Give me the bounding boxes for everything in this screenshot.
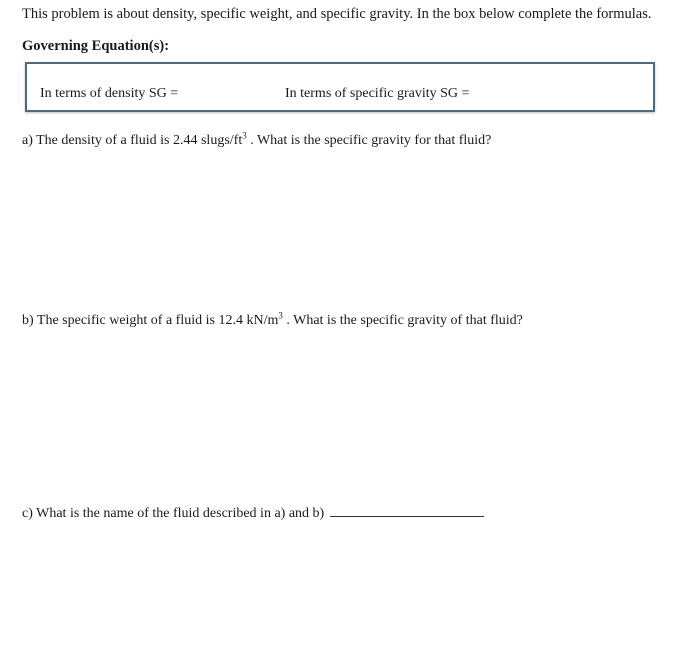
formula-box[interactable] (25, 62, 655, 112)
question-a (22, 130, 492, 149)
specific-gravity-formula-label: In terms of specific gravity SG = (285, 86, 470, 101)
question-b-text: b) The specific weight of a fluid is 12.4 kN/m (22, 313, 279, 328)
question-c (22, 506, 484, 522)
problem-intro: This problem is about density, specific weight, and specific gravity. In the box below complete the formulas. (22, 6, 652, 22)
question-b-suffix: . What is the specific gravity of that fluid? (282, 313, 523, 328)
question-c-text: c) What is the name of the fluid described in a) and b) (22, 506, 325, 521)
density-formula-label: In terms of density SG = (40, 86, 179, 101)
question-b (22, 310, 523, 329)
question-a-suffix: . What is the specific gravity for that fluid? (246, 133, 492, 148)
governing-equations-heading: Governing Equation(s): (22, 38, 170, 54)
answer-blank-line[interactable] (330, 506, 484, 517)
question-a-exponent: 3 (242, 130, 247, 141)
question-b-exponent: 3 (278, 310, 283, 321)
question-a-text: a) The density of a fluid is 2.44 slugs/ft (22, 133, 243, 148)
